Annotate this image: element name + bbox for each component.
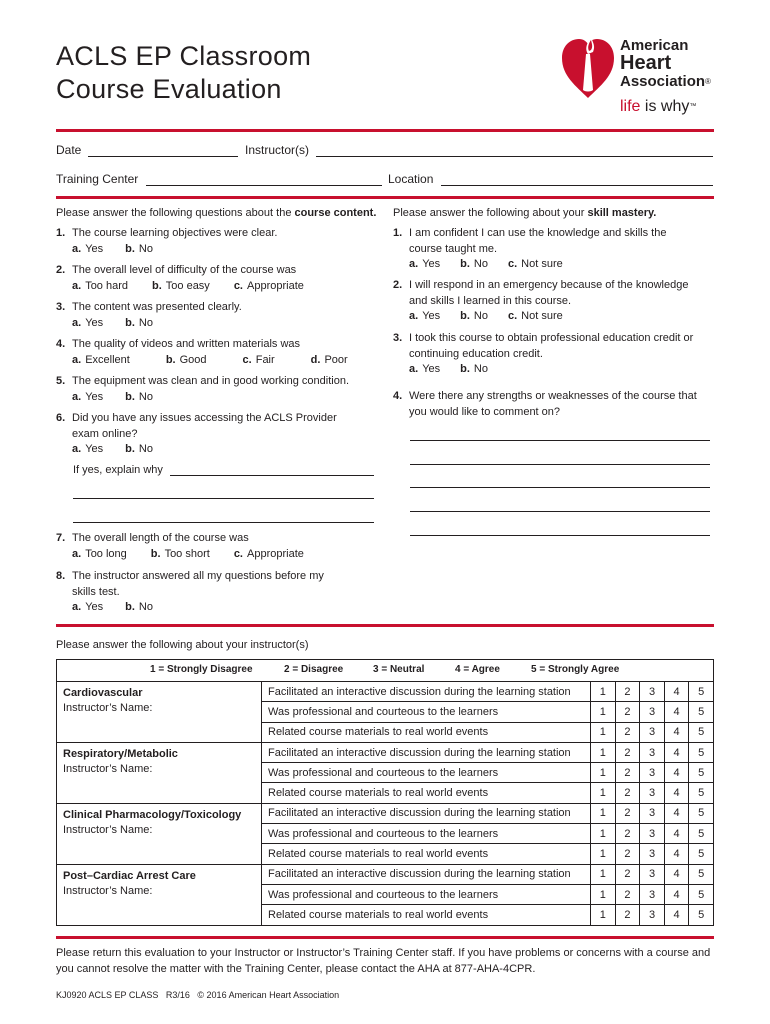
rating-4[interactable]: 4 bbox=[664, 722, 689, 742]
rating-2[interactable]: 2 bbox=[615, 803, 640, 823]
rating-1[interactable]: 1 bbox=[591, 844, 616, 864]
rating-1[interactable]: 1 bbox=[591, 824, 616, 844]
option-a[interactable]: a. Yes bbox=[409, 310, 441, 322]
rating-5[interactable]: 5 bbox=[689, 742, 714, 762]
rating-3[interactable]: 3 bbox=[640, 864, 665, 884]
course-question-4: 4. The quality of videos and written materials was a. Excellent b. Good c. Fair d. Poor bbox=[56, 337, 384, 368]
rating-2[interactable]: 2 bbox=[615, 824, 640, 844]
statement-cell: Facilitated an interactive discussion during the learning station bbox=[262, 742, 591, 762]
form-code: KJ0920 ACLS EP CLASS R3/16 © 2016 American Heart Association bbox=[56, 990, 340, 1000]
option-b[interactable]: b. Good bbox=[165, 353, 207, 366]
rating-4[interactable]: 4 bbox=[664, 905, 689, 925]
statement-cell: Related course materials to real world events bbox=[262, 722, 591, 742]
option-a[interactable]: a. Yes bbox=[72, 601, 104, 613]
rating-1[interactable]: 1 bbox=[591, 905, 616, 925]
option-b[interactable]: b. No bbox=[125, 390, 153, 403]
instructors-field[interactable] bbox=[316, 156, 713, 157]
category-cell: Respiratory/Metabolic Instructor’s Name: bbox=[57, 742, 262, 803]
rating-row bbox=[57, 742, 714, 762]
scale-3: 3 = Neutral bbox=[373, 664, 425, 675]
logo-line-heart: Heart bbox=[620, 52, 672, 74]
rating-5[interactable]: 5 bbox=[689, 763, 714, 783]
option-b[interactable]: b. No bbox=[460, 310, 488, 322]
statement-cell: Related course materials to real world events bbox=[262, 905, 591, 925]
rating-2[interactable]: 2 bbox=[615, 905, 640, 925]
rating-2[interactable]: 2 bbox=[615, 864, 640, 884]
explain-field-1[interactable] bbox=[170, 475, 374, 476]
date-field[interactable] bbox=[88, 156, 238, 157]
comment-field-1[interactable] bbox=[410, 440, 710, 441]
title-line-1: ACLS EP Classroom bbox=[56, 41, 312, 71]
instructor-intro: Please answer the following about your instructor(s) bbox=[56, 639, 309, 651]
rating-row bbox=[57, 803, 714, 823]
rating-scale bbox=[56, 659, 714, 681]
rating-4[interactable]: 4 bbox=[664, 824, 689, 844]
rating-3[interactable]: 3 bbox=[640, 905, 665, 925]
rating-5[interactable]: 5 bbox=[689, 844, 714, 864]
statement-cell: Related course materials to real world events bbox=[262, 844, 591, 864]
rating-3[interactable]: 3 bbox=[640, 884, 665, 904]
instructor-divider bbox=[56, 624, 714, 627]
rating-3[interactable]: 3 bbox=[640, 722, 665, 742]
rating-3[interactable]: 3 bbox=[640, 682, 665, 702]
option-a[interactable]: a. Yes bbox=[72, 443, 104, 455]
rating-5[interactable]: 5 bbox=[689, 884, 714, 904]
rating-4[interactable]: 4 bbox=[664, 682, 689, 702]
course-question-3: 3. The content was presented clearly. a. Yes b. No bbox=[56, 300, 242, 331]
option-c[interactable]: c. Appropriate bbox=[233, 547, 304, 560]
rating-5[interactable]: 5 bbox=[689, 702, 714, 722]
skill-question-3: 3. I took this course to obtain professional education credit or continuing education credit. a. Yes b. No bbox=[393, 331, 693, 378]
option-b[interactable]: b. No bbox=[460, 363, 488, 375]
comment-field-5[interactable] bbox=[410, 535, 710, 536]
instructor-name-field[interactable]: Instructor’s Name: bbox=[63, 823, 153, 836]
option-b[interactable]: b. No bbox=[125, 443, 153, 455]
course-question-5: 5. The equipment was clean and in good working condition. a. Yes b. No bbox=[56, 374, 349, 405]
option-c[interactable]: c. Appropriate bbox=[233, 279, 304, 292]
top-divider bbox=[56, 129, 714, 132]
rating-5[interactable]: 5 bbox=[689, 824, 714, 844]
rating-1[interactable]: 1 bbox=[591, 722, 616, 742]
skill-question-2: 2. I will respond in an emergency because of the knowledge and skills I learned in this course. a. Yes b. No c. Not sure bbox=[393, 278, 688, 325]
rating-row bbox=[57, 864, 714, 884]
option-a[interactable]: a. Too long bbox=[72, 547, 127, 560]
category-cell: Cardiovascular Instructor’s Name: bbox=[57, 682, 262, 743]
rating-2[interactable]: 2 bbox=[615, 742, 640, 762]
rating-4[interactable]: 4 bbox=[664, 783, 689, 803]
comment-field-4[interactable] bbox=[410, 511, 710, 512]
rating-5[interactable]: 5 bbox=[689, 905, 714, 925]
option-c[interactable]: c. Not sure bbox=[507, 258, 563, 270]
instructor-name-field[interactable]: Instructor’s Name: bbox=[63, 702, 153, 714]
rating-1[interactable]: 1 bbox=[591, 803, 616, 823]
statement-cell: Was professional and courteous to the learners bbox=[262, 884, 591, 904]
option-c[interactable]: c. Not sure bbox=[507, 310, 563, 322]
rating-2[interactable]: 2 bbox=[615, 884, 640, 904]
logo-line-american: American bbox=[620, 37, 689, 54]
footer-divider bbox=[56, 936, 714, 939]
rating-4[interactable]: 4 bbox=[664, 864, 689, 884]
rating-3[interactable]: 3 bbox=[640, 824, 665, 844]
location-field[interactable] bbox=[441, 185, 713, 186]
course-content-intro: Please answer the following questions about the course content. bbox=[56, 207, 377, 219]
rating-4[interactable]: 4 bbox=[664, 763, 689, 783]
option-a[interactable]: a. Yes bbox=[72, 242, 104, 255]
course-question-6: 6. Did you have any issues accessing the ACLS Provider exam online? a. Yes b. No bbox=[56, 411, 337, 458]
option-a[interactable]: a. Excellent bbox=[72, 353, 130, 366]
rating-3[interactable]: 3 bbox=[640, 803, 665, 823]
option-a[interactable]: a. Yes bbox=[409, 363, 441, 375]
rating-2[interactable]: 2 bbox=[615, 702, 640, 722]
statement-cell: Facilitated an interactive discussion during the learning station bbox=[262, 682, 591, 702]
rating-4[interactable]: 4 bbox=[664, 884, 689, 904]
scale-1: 1 = Strongly Disagree bbox=[150, 664, 253, 675]
heart-torch-icon bbox=[558, 32, 618, 100]
rating-1[interactable]: 1 bbox=[591, 783, 616, 803]
option-b[interactable]: b. Too short bbox=[150, 547, 210, 560]
rating-1[interactable]: 1 bbox=[591, 742, 616, 762]
rating-4[interactable]: 4 bbox=[664, 844, 689, 864]
rating-4[interactable]: 4 bbox=[664, 803, 689, 823]
explain-field-3[interactable] bbox=[73, 522, 374, 523]
rating-3[interactable]: 3 bbox=[640, 763, 665, 783]
footer-note: Please return this evaluation to your Instructor or Instructor’s Training Center staff. If you have problems or concerns with a course and you cannot resolve the matter with the Training Center, please contact the AHA at 877-AHA-4CPR. bbox=[56, 947, 711, 975]
explain-label: If yes, explain why bbox=[73, 464, 163, 476]
logo-line-association: Association® bbox=[620, 73, 711, 90]
section-divider bbox=[56, 196, 714, 199]
rating-2[interactable]: 2 bbox=[615, 763, 640, 783]
location-label: Location bbox=[388, 172, 434, 186]
rating-5[interactable]: 5 bbox=[689, 864, 714, 884]
scale-4: 4 = Agree bbox=[455, 664, 500, 675]
course-question-7: 7. The overall length of the course was a. Too long b. Too short c. Appropriate bbox=[56, 531, 328, 562]
rating-2[interactable]: 2 bbox=[615, 783, 640, 803]
option-a[interactable]: a. Yes bbox=[72, 316, 104, 329]
instructor-name-field[interactable]: Instructor’s Name: bbox=[63, 884, 153, 897]
rating-1[interactable]: 1 bbox=[591, 864, 616, 884]
rating-4[interactable]: 4 bbox=[664, 702, 689, 722]
option-a[interactable]: a. Yes bbox=[409, 258, 441, 270]
rating-5[interactable]: 5 bbox=[689, 803, 714, 823]
page-title bbox=[56, 40, 311, 106]
option-c[interactable]: c. Fair bbox=[242, 353, 275, 366]
option-b[interactable]: b. Too easy bbox=[152, 279, 210, 292]
comment-field-3[interactable] bbox=[410, 487, 710, 488]
rating-3[interactable]: 3 bbox=[640, 742, 665, 762]
course-question-1: 1. The course learning objectives were clear. a. Yes b. No bbox=[56, 226, 277, 257]
logo-tagline: life is why™ bbox=[620, 98, 697, 115]
scale-5: 5 = Strongly Agree bbox=[531, 664, 620, 675]
course-question-2: 2. The overall level of difficulty of the course was a. Too hard b. Too easy c. Appropriate bbox=[56, 263, 328, 294]
skill-mastery-intro: Please answer the following about your skill mastery. bbox=[393, 207, 657, 219]
training-center-field[interactable] bbox=[146, 185, 382, 186]
statement-cell: Facilitated an interactive discussion during the learning station bbox=[262, 864, 591, 884]
category-cell: Post–Cardiac Arrest Care Instructor’s Name: bbox=[57, 864, 262, 925]
option-b[interactable]: b. No bbox=[125, 242, 153, 255]
title-line-2: Course Evaluation bbox=[56, 74, 282, 104]
rating-3[interactable]: 3 bbox=[640, 783, 665, 803]
statement-cell: Was professional and courteous to the learners bbox=[262, 824, 591, 844]
statement-cell: Related course materials to real world events bbox=[262, 783, 591, 803]
explain-field-2[interactable] bbox=[73, 498, 374, 499]
option-a[interactable]: a. Yes bbox=[72, 390, 104, 403]
rating-3[interactable]: 3 bbox=[640, 702, 665, 722]
rating-1[interactable]: 1 bbox=[591, 763, 616, 783]
course-question-8: 8. The instructor answered all my questions before my skills test. a. Yes b. No bbox=[56, 569, 324, 616]
rating-1[interactable]: 1 bbox=[591, 702, 616, 722]
instructor-name-field[interactable]: Instructor’s Name: bbox=[63, 762, 153, 775]
aha-logo bbox=[558, 30, 728, 125]
option-b[interactable]: b. No bbox=[125, 316, 153, 329]
rating-4[interactable]: 4 bbox=[664, 742, 689, 762]
rating-table bbox=[56, 681, 714, 926]
skill-question-4: 4. Were there any strengths or weaknesses of the course that you would like to comment on? bbox=[393, 390, 697, 418]
rating-2[interactable]: 2 bbox=[615, 722, 640, 742]
option-b[interactable]: b. No bbox=[125, 601, 153, 613]
category-cell: Clinical Pharmacology/Toxicology Instructor’s Name: bbox=[57, 803, 262, 864]
rating-5[interactable]: 5 bbox=[689, 722, 714, 742]
rating-row bbox=[57, 682, 714, 702]
statement-cell: Facilitated an interactive discussion during the learning station bbox=[262, 803, 591, 823]
rating-2[interactable]: 2 bbox=[615, 844, 640, 864]
rating-1[interactable]: 1 bbox=[591, 682, 616, 702]
instructors-label: Instructor(s) bbox=[245, 143, 310, 157]
option-d[interactable]: d. Poor bbox=[310, 353, 348, 366]
rating-2[interactable]: 2 bbox=[615, 682, 640, 702]
training-center-label: Training Center bbox=[56, 172, 139, 186]
rating-3[interactable]: 3 bbox=[640, 844, 665, 864]
date-label: Date bbox=[56, 143, 82, 157]
option-a[interactable]: a. Too hard bbox=[72, 279, 128, 292]
scale-2: 2 = Disagree bbox=[284, 664, 344, 675]
statement-cell: Was professional and courteous to the learners bbox=[262, 702, 591, 722]
skill-question-1: 1. I am confident I can use the knowledge and skills the course taught me. a. Yes b. No c. Not sure bbox=[393, 226, 666, 273]
rating-5[interactable]: 5 bbox=[689, 783, 714, 803]
comment-field-2[interactable] bbox=[410, 464, 710, 465]
statement-cell: Was professional and courteous to the learners bbox=[262, 763, 591, 783]
rating-5[interactable]: 5 bbox=[689, 682, 714, 702]
option-b[interactable]: b. No bbox=[460, 258, 488, 270]
rating-1[interactable]: 1 bbox=[591, 884, 616, 904]
